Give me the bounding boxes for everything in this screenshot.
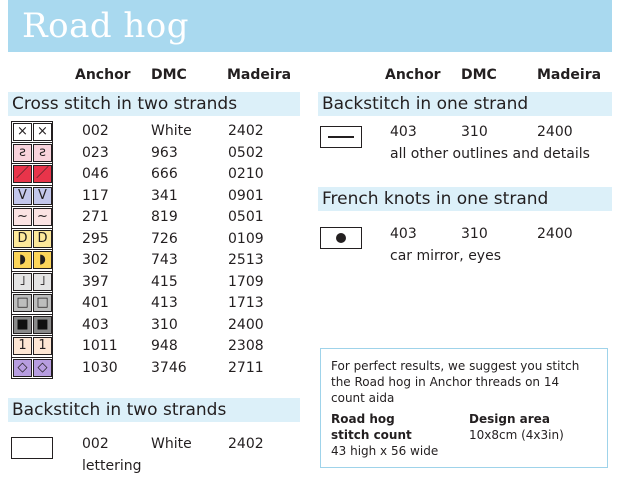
header-dmc-right: DMC	[461, 67, 497, 83]
header-madeira-right: Madeira	[537, 67, 602, 83]
french-knots-madeira: 2400	[537, 226, 573, 242]
cell-madeira: 0901	[228, 187, 264, 204]
stitch-symbol-icon: ◗	[13, 251, 32, 269]
cell-dmc: 341	[151, 187, 178, 204]
design-area-label: Design area	[469, 412, 550, 426]
header-anchor-left: Anchor	[75, 67, 131, 83]
stitch-count-label-1: Road hog	[331, 412, 395, 426]
thread-row	[0, 229, 300, 251]
stitch-symbol-icon: □	[13, 294, 32, 312]
cell-madeira: 2402	[228, 123, 264, 139]
cell-madeira: 2711	[228, 359, 264, 376]
info-line-3: count aida	[331, 391, 395, 405]
french-knots-key	[320, 227, 362, 249]
thread-row	[0, 250, 300, 272]
symbol-key	[11, 315, 53, 337]
backstitch-one-note: all other outlines and details	[390, 146, 590, 162]
backstitch-line-icon	[328, 136, 354, 138]
stitch-count-value: 43 high x 56 wide	[331, 444, 439, 458]
header-anchor-right: Anchor	[385, 67, 441, 83]
title-banner	[8, 0, 612, 52]
stitch-symbol-icon: ~	[13, 208, 32, 226]
stitch-symbol-icon: V	[13, 187, 32, 205]
cell-madeira: 0502	[228, 144, 264, 161]
cross-stitch-heading: Cross stitch in two strands	[8, 92, 300, 116]
cell-anchor: 403	[82, 316, 109, 333]
stitch-symbol-icon: ƨ	[33, 144, 52, 162]
stitch-symbol-icon: ■	[33, 316, 52, 334]
cell-anchor: 271	[82, 209, 109, 225]
symbol-key	[11, 207, 53, 229]
cell-anchor: 302	[82, 252, 109, 268]
symbol-key	[11, 336, 53, 358]
thread-row	[0, 164, 300, 186]
cell-anchor: 401	[82, 295, 109, 311]
cell-dmc: 666	[151, 166, 178, 182]
stitch-symbol-icon: ×	[33, 123, 52, 141]
cell-anchor: 295	[82, 230, 109, 247]
header-madeira-left: Madeira	[227, 67, 292, 83]
thread-row	[0, 121, 300, 143]
cell-dmc: 963	[151, 144, 178, 161]
backstitch-one-dmc: 310	[461, 124, 488, 140]
backstitch-one-key	[320, 126, 362, 148]
stitch-symbol-icon: ◇	[33, 359, 52, 377]
french-knots-anchor: 403	[390, 226, 417, 242]
cell-dmc: 726	[151, 230, 178, 247]
cell-madeira: 0109	[228, 230, 264, 247]
cell-dmc: 413	[151, 295, 178, 311]
stitch-symbol-icon: ◗	[33, 251, 52, 269]
stitch-symbol-icon: D	[33, 230, 52, 248]
thread-row	[0, 207, 300, 229]
stitch-symbol-icon: 1	[13, 337, 32, 355]
backstitch-two-heading: Backstitch in two strands	[8, 398, 300, 422]
cell-dmc: 948	[151, 338, 178, 354]
cell-anchor: 117	[82, 187, 109, 204]
info-line-2: the Road hog in Anchor threads on 14	[331, 375, 560, 389]
cell-anchor: 002	[82, 123, 109, 139]
cell-dmc: 415	[151, 273, 178, 290]
cell-dmc: 3746	[151, 359, 187, 376]
french-knots-dmc: 310	[461, 226, 488, 242]
backstitch-one-heading: Backstitch in one strand	[318, 92, 612, 116]
cell-madeira: 2400	[228, 316, 264, 333]
french-knots-heading: French knots in one strand	[318, 187, 612, 211]
stitch-symbol-icon: 1	[33, 337, 52, 355]
stitch-symbol-icon: ／	[33, 165, 52, 183]
cross-stitch-table	[0, 121, 300, 381]
backstitch-two-anchor: 002	[82, 436, 109, 452]
symbol-key	[11, 272, 53, 294]
info-line-1: For perfect results, we suggest you stitch	[331, 359, 580, 373]
cell-anchor: 1011	[82, 338, 118, 354]
thread-row	[0, 315, 300, 337]
stitch-symbol-icon: ／	[13, 165, 32, 183]
backstitch-one-madeira: 2400	[537, 124, 573, 140]
cell-madeira: 0210	[228, 166, 264, 182]
symbol-key	[11, 358, 53, 380]
thread-row	[0, 293, 300, 315]
thread-row	[0, 358, 300, 380]
backstitch-two-note: lettering	[82, 458, 142, 474]
stitch-symbol-icon: □	[33, 294, 52, 312]
symbol-key	[11, 164, 53, 186]
symbol-key	[11, 229, 53, 251]
cell-dmc: White	[151, 123, 192, 139]
stitch-count-label-2: stitch count	[331, 428, 412, 442]
cell-madeira: 0501	[228, 209, 264, 225]
stitch-symbol-icon: D	[13, 230, 32, 248]
design-area-value: 10x8cm (4x3in)	[469, 428, 564, 442]
cell-dmc: 743	[151, 252, 178, 268]
cell-madeira: 1709	[228, 273, 264, 290]
cell-anchor: 397	[82, 273, 109, 290]
cell-madeira: 1713	[228, 295, 264, 311]
backstitch-two-dmc: White	[151, 436, 192, 452]
header-dmc-left: DMC	[151, 67, 187, 83]
symbol-key	[11, 143, 53, 165]
symbol-key	[11, 250, 53, 272]
thread-row	[0, 336, 300, 358]
cell-dmc: 819	[151, 209, 178, 225]
french-knots-note: car mirror, eyes	[390, 248, 501, 264]
stitch-symbol-icon: V	[33, 187, 52, 205]
backstitch-one-anchor: 403	[390, 124, 417, 140]
backstitch-two-key	[11, 437, 53, 459]
thread-row	[0, 143, 300, 165]
thread-row	[0, 186, 300, 208]
stitch-symbol-icon: ˩	[13, 273, 32, 291]
page-title: Road hog	[22, 6, 190, 46]
cell-anchor: 1030	[82, 359, 118, 376]
stitch-symbol-icon: ×	[13, 123, 32, 141]
stitch-symbol-icon: ~	[33, 208, 52, 226]
info-box	[320, 348, 608, 468]
cell-dmc: 310	[151, 316, 178, 333]
cell-anchor: 046	[82, 166, 109, 182]
cell-madeira: 2513	[228, 252, 264, 268]
symbol-key	[11, 121, 53, 143]
stitch-symbol-icon: ˩	[33, 273, 52, 291]
symbol-key	[11, 293, 53, 315]
stitch-symbol-icon: ◇	[13, 359, 32, 377]
symbol-key	[11, 186, 53, 208]
stitch-symbol-icon: ■	[13, 316, 32, 334]
french-knot-dot-icon	[336, 233, 346, 243]
thread-row	[0, 272, 300, 294]
stitch-symbol-icon: ƨ	[13, 144, 32, 162]
backstitch-two-madeira: 2402	[228, 436, 264, 452]
cell-anchor: 023	[82, 144, 109, 161]
cell-madeira: 2308	[228, 338, 264, 354]
